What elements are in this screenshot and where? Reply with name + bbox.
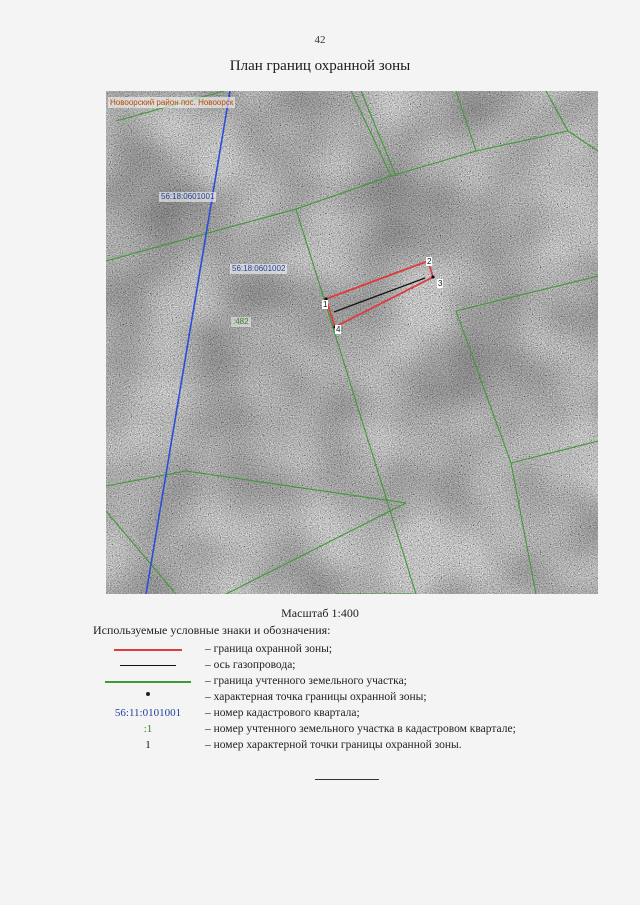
satellite-map	[106, 91, 598, 594]
legend-text: – граница охранной зоны;	[205, 643, 333, 655]
legend-text: – номер характерной точки границы охранной зоны.	[205, 739, 462, 751]
legend-symbol-point	[105, 689, 191, 705]
legend-symbol-parcel-number: :1	[143, 723, 153, 735]
legend-symbol-quarter-number: 56:11:0101001	[114, 707, 182, 719]
quarter-label: 56:18:0601002	[232, 264, 286, 273]
quarter-label: 56:18:0601001	[161, 192, 215, 201]
parcel-label: :482	[233, 317, 249, 326]
legend-row	[0, 737, 640, 753]
legend-row	[0, 689, 640, 705]
legend-text: – граница учтенного земельного участка;	[205, 675, 407, 687]
legend-symbol-point-number: 1	[145, 739, 151, 751]
point-label-3: 3	[438, 279, 443, 288]
legend-text: – характерная точка границы охранной зоны;	[205, 691, 427, 703]
legend-symbol-zone-boundary	[105, 641, 191, 657]
legend-row	[0, 705, 640, 721]
end-divider	[315, 779, 379, 780]
legend-symbol-pipeline-axis	[105, 657, 191, 673]
point-label-4: 4	[336, 325, 341, 334]
point-label-1: 1	[323, 300, 328, 309]
legend-row	[0, 673, 640, 689]
legend-row	[0, 657, 640, 673]
legend-row	[0, 721, 640, 737]
legend-text: – ось газопровода;	[205, 659, 296, 671]
legend-row	[0, 641, 640, 657]
map-imagery	[106, 91, 598, 594]
map-scale: Масштаб 1:400	[281, 606, 359, 620]
legend-text: – номер кадастрового квартала;	[205, 707, 360, 719]
legend-symbol-parcel-boundary	[105, 673, 191, 689]
point-label-2: 2	[427, 257, 432, 266]
legend-text: – номер учтенного земельного участка в кадастровом квартале;	[205, 723, 516, 735]
page-title: План границ охранной зоны	[229, 58, 411, 74]
page-number: 42	[314, 34, 326, 46]
legend-title: Используемые условные знаки и обозначения:	[93, 623, 331, 637]
map-region-label: Новоорский район пос. Новоорск	[110, 98, 234, 107]
